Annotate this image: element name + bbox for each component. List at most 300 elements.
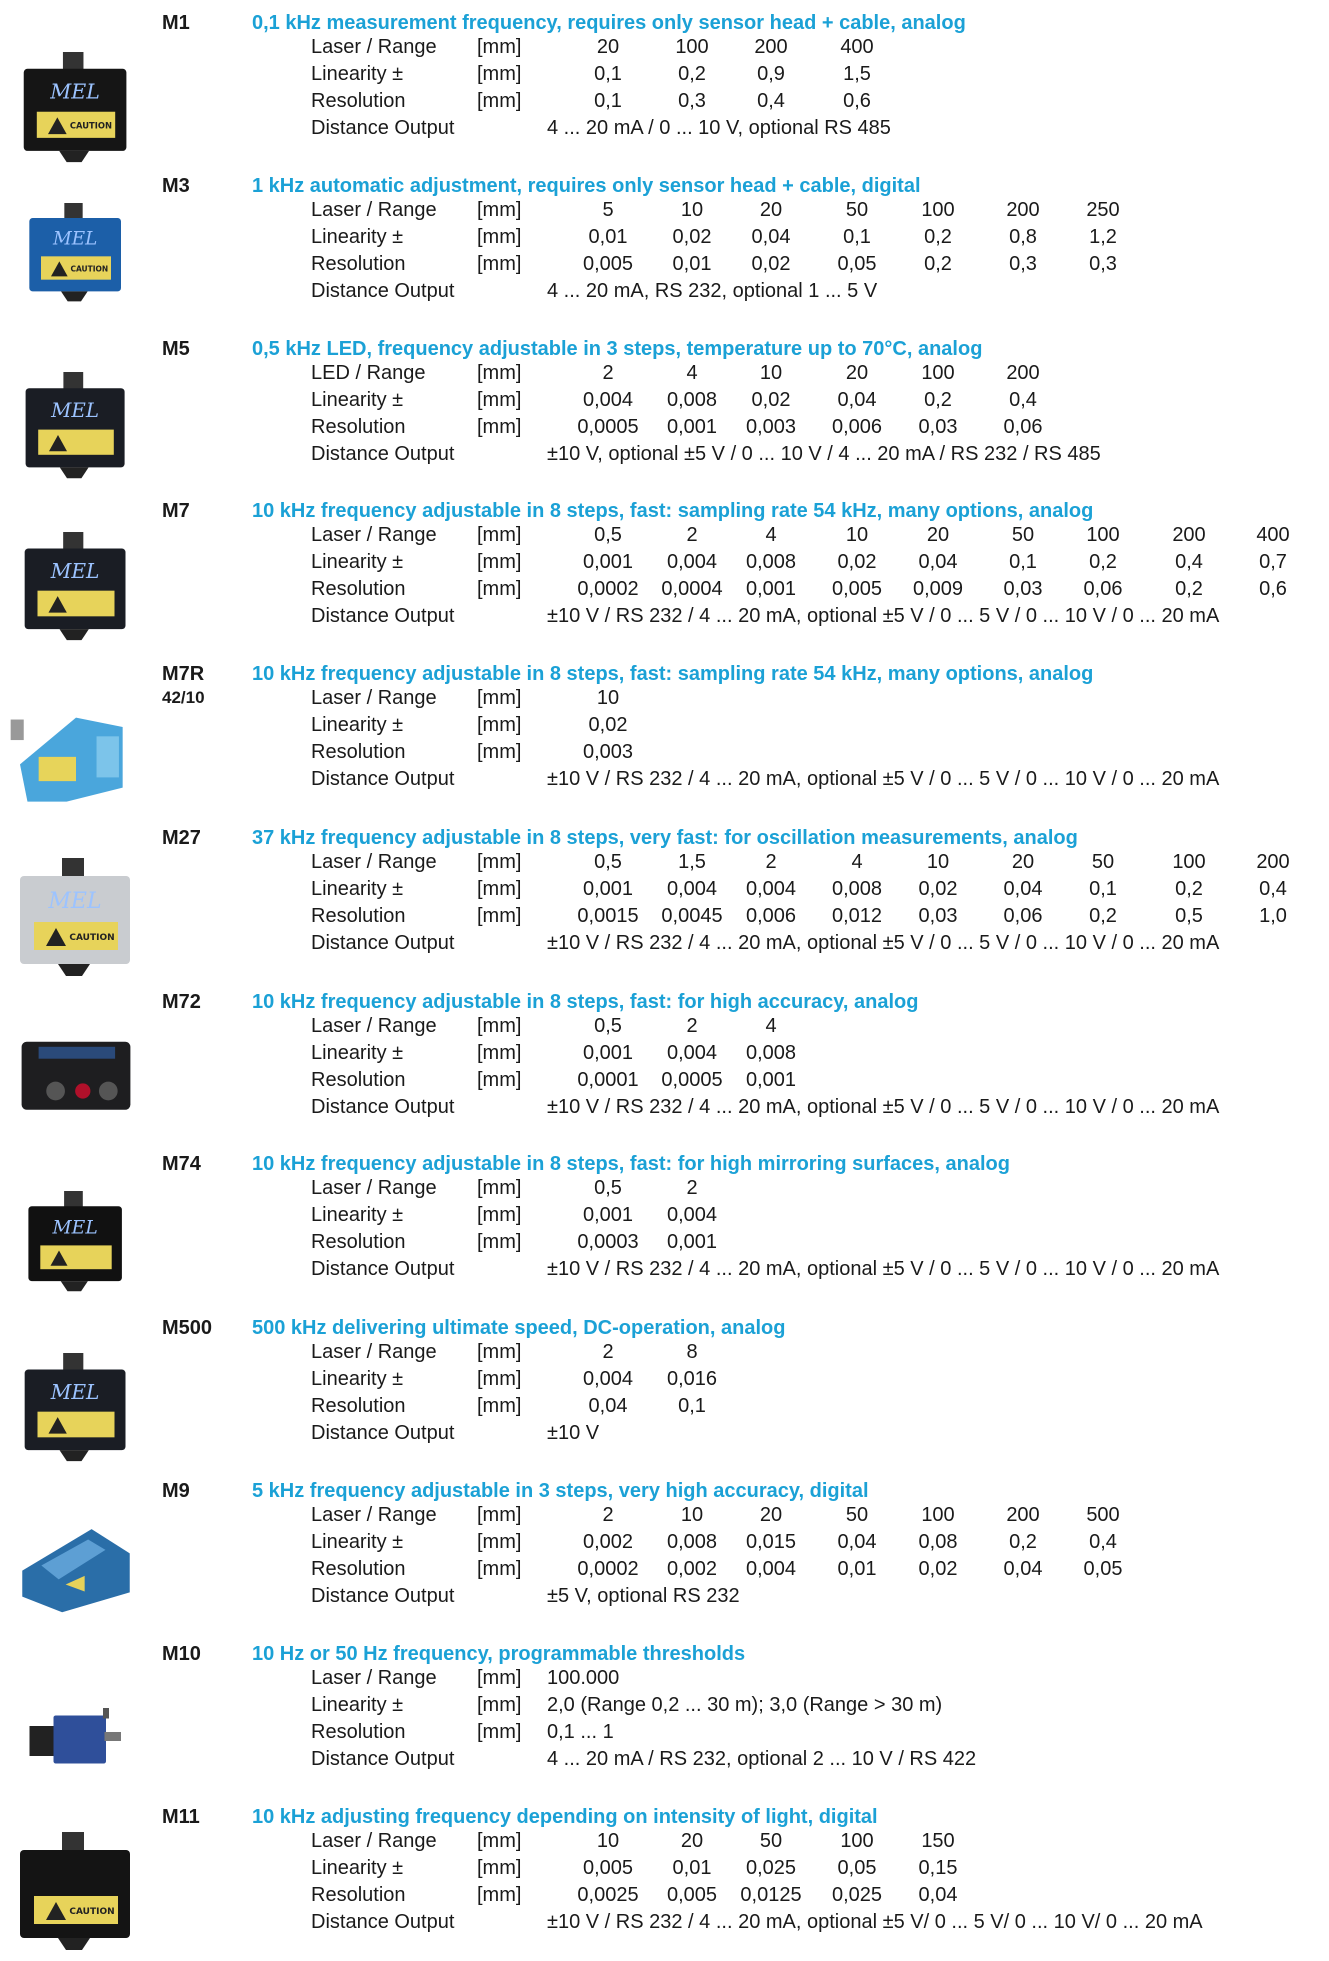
- unit-label: [mm]: [477, 1694, 522, 1716]
- output-value: ±10 V / RS 232 / 4 ... 20 mA, optional ±5 V / 0 ... 5 V / 0 ... 10 V / 0 ... 20 mA: [547, 1096, 1220, 1118]
- resolution-value: 0,0002: [577, 578, 639, 600]
- resolution-label: Resolution: [311, 1395, 406, 1417]
- range-value: 20: [759, 1504, 783, 1526]
- range-value: 2: [602, 1504, 614, 1526]
- output-row: [0, 280, 1329, 307]
- linearity-row: [0, 1368, 1329, 1395]
- output-value: ±10 V / RS 232 / 4 ... 20 mA, optional ±5 V / 0 ... 5 V / 0 ... 10 V / 0 ... 20 mA: [547, 1258, 1220, 1280]
- unit-label: [mm]: [477, 551, 522, 573]
- resolution-value: 0,0002: [577, 1558, 639, 1580]
- range-value: 10: [759, 362, 783, 384]
- resolution-value: 0,0003: [577, 1231, 639, 1253]
- output-row: [0, 1911, 1329, 1938]
- resolution-value: 0,3: [1009, 253, 1037, 275]
- linearity-label: Linearity ±: [311, 551, 404, 573]
- range-value: 8: [686, 1341, 698, 1363]
- range-value: 10: [845, 524, 869, 546]
- resolution-value: 0,005: [582, 253, 634, 275]
- unit-label: [mm]: [477, 878, 522, 900]
- linearity-value: 0,4: [1009, 389, 1037, 411]
- sensor-headline: 10 kHz frequency adjustable in 8 steps, fast: for high accuracy, analog: [252, 991, 919, 1013]
- resolution-value: 0,002: [666, 1558, 718, 1580]
- linearity-value: 0,008: [666, 389, 718, 411]
- range-value: 500: [1086, 1504, 1120, 1526]
- range-value: 50: [1011, 524, 1035, 546]
- sensor-headline: 10 kHz frequency adjustable in 8 steps, fast: sampling rate 54 kHz, many options, analog: [252, 663, 1094, 685]
- linearity-value: 0,016: [666, 1368, 718, 1390]
- svg-text:MEL: MEL: [50, 1379, 100, 1404]
- linearity-label: Linearity ±: [311, 63, 404, 85]
- output-value: 4 ... 20 mA / 0 ... 10 V, optional RS 485: [547, 117, 891, 139]
- range-value: 2: [686, 1015, 698, 1037]
- range-value: 100: [921, 199, 955, 221]
- model-code: M3: [162, 175, 190, 197]
- linearity-value: 0,9: [757, 63, 785, 85]
- linearity-value: 0,004: [666, 1042, 718, 1064]
- svg-text:CAUTION: CAUTION: [69, 1907, 115, 1917]
- linearity-row: [0, 1531, 1329, 1558]
- model-code: M10: [162, 1643, 201, 1665]
- linearity-label: Linearity ±: [311, 1694, 404, 1716]
- resolution-row: [0, 90, 1329, 117]
- resolution-value: 0,1 ... 1: [547, 1721, 614, 1743]
- model-code: M7R: [162, 663, 205, 685]
- resolution-row: [0, 905, 1329, 932]
- range-value: 20: [926, 524, 950, 546]
- unit-label: [mm]: [477, 905, 522, 927]
- linearity-value: 0,001: [582, 1204, 634, 1226]
- linearity-value: 0,008: [745, 551, 797, 573]
- linearity-value: 0,1: [1089, 878, 1117, 900]
- linearity-label: Linearity ±: [311, 1042, 404, 1064]
- unit-label: [mm]: [477, 741, 522, 763]
- unit-label: [mm]: [477, 90, 522, 112]
- output-value: ±10 V, optional ±5 V / 0 ... 10 V / 4 ... 20 mA / RS 232 / RS 485: [547, 443, 1101, 465]
- range-value: 0,5: [594, 1015, 622, 1037]
- range-value: 2: [602, 1341, 614, 1363]
- output-value: ±10 V / RS 232 / 4 ... 20 mA, optional ±5 V / 0 ... 5 V / 0 ... 10 V / 0 ... 20 mA: [547, 932, 1220, 954]
- range-value: 20: [759, 199, 783, 221]
- linearity-value: 0,4: [1175, 551, 1203, 573]
- resolution-value: 0,04: [588, 1395, 628, 1417]
- linearity-value: 0,015: [745, 1531, 797, 1553]
- range-value: 150: [921, 1830, 955, 1852]
- resolution-value: 0,03: [1003, 578, 1043, 600]
- linearity-value: 0,1: [843, 226, 871, 248]
- svg-text:MEL: MEL: [50, 79, 100, 104]
- unit-label: [mm]: [477, 1504, 522, 1526]
- linearity-row: [0, 551, 1329, 578]
- linearity-value: 0,008: [745, 1042, 797, 1064]
- range-value: 200: [1006, 362, 1040, 384]
- linearity-value: 0,008: [666, 1531, 718, 1553]
- linearity-value: 0,15: [918, 1857, 958, 1879]
- linearity-value: 0,4: [1259, 878, 1287, 900]
- resolution-value: 0,0005: [577, 416, 639, 438]
- model-code: M9: [162, 1480, 190, 1502]
- output-row: [0, 932, 1329, 959]
- linearity-value: 1,5: [843, 63, 871, 85]
- resolution-value: 0,0005: [661, 1069, 723, 1091]
- resolution-value: 0,6: [1259, 578, 1287, 600]
- unit-label: [mm]: [477, 1531, 522, 1553]
- linearity-value: 0,025: [745, 1857, 797, 1879]
- range-value: 2: [686, 1177, 698, 1199]
- linearity-value: 0,4: [1089, 1531, 1117, 1553]
- output-row: [0, 1748, 1329, 1775]
- output-label: Distance Output: [311, 117, 455, 139]
- sensor-headline: 0,1 kHz measurement frequency, requires only sensor head + cable, analog: [252, 12, 966, 34]
- resolution-value: 0,0001: [577, 1069, 639, 1091]
- resolution-label: Resolution: [311, 741, 406, 763]
- range-value: 2: [686, 524, 698, 546]
- linearity-value: 0,001: [582, 1042, 634, 1064]
- resolution-label: Resolution: [311, 1884, 406, 1906]
- unit-label: [mm]: [477, 524, 522, 546]
- resolution-value: 0,001: [745, 578, 797, 600]
- resolution-value: 0,012: [831, 905, 883, 927]
- resolution-row: [0, 1721, 1329, 1748]
- linearity-value: 0,008: [831, 878, 883, 900]
- range-value: 4: [765, 524, 777, 546]
- unit-label: [mm]: [477, 1368, 522, 1390]
- resolution-row: [0, 1558, 1329, 1585]
- resolution-row: [0, 1884, 1329, 1911]
- range-value: 50: [845, 1504, 869, 1526]
- output-value: ±10 V / RS 232 / 4 ... 20 mA, optional ±5 V/ 0 ... 5 V/ 0 ... 10 V/ 0 ... 20 mA: [547, 1911, 1203, 1933]
- svg-text:MEL: MEL: [52, 1217, 98, 1239]
- linearity-value: 2,0 (Range 0,2 ... 30 m); 3,0 (Range > 30 m): [547, 1694, 943, 1716]
- linearity-value: 0,02: [672, 226, 712, 248]
- linearity-value: 0,2: [1089, 551, 1117, 573]
- linearity-value: 0,7: [1259, 551, 1287, 573]
- resolution-label: Resolution: [311, 90, 406, 112]
- svg-text:MEL: MEL: [53, 228, 98, 250]
- linearity-row: [0, 226, 1329, 253]
- range-label: LED / Range: [311, 362, 426, 384]
- range-value: 50: [1091, 851, 1115, 873]
- range-value: 20: [1011, 851, 1035, 873]
- model-code: M72: [162, 991, 201, 1013]
- resolution-row: [0, 253, 1329, 280]
- range-row: [0, 524, 1329, 551]
- range-row: [0, 1341, 1329, 1368]
- unit-label: [mm]: [477, 714, 522, 736]
- resolution-row: [0, 1231, 1329, 1258]
- unit-label: [mm]: [477, 199, 522, 221]
- unit-label: [mm]: [477, 1884, 522, 1906]
- range-row: [0, 687, 1329, 714]
- resolution-value: 0,005: [666, 1884, 718, 1906]
- unit-label: [mm]: [477, 687, 522, 709]
- range-value: 100: [840, 1830, 874, 1852]
- range-value: 10: [680, 1504, 704, 1526]
- range-value: 200: [1172, 524, 1206, 546]
- linearity-value: 0,02: [588, 714, 628, 736]
- linearity-value: 0,1: [1009, 551, 1037, 573]
- resolution-value: 0,0125: [740, 1884, 802, 1906]
- output-label: Distance Output: [311, 280, 455, 302]
- range-value: 100: [1172, 851, 1206, 873]
- linearity-row: [0, 389, 1329, 416]
- linearity-row: [0, 1857, 1329, 1884]
- output-value: ±10 V / RS 232 / 4 ... 20 mA, optional ±5 V / 0 ... 5 V / 0 ... 10 V / 0 ... 20 mA: [547, 768, 1220, 790]
- resolution-value: 0,3: [1089, 253, 1117, 275]
- unit-label: [mm]: [477, 1042, 522, 1064]
- model-code: M11: [162, 1806, 200, 1828]
- sensor-headline: 10 kHz adjusting frequency depending on intensity of light, digital: [252, 1806, 878, 1828]
- output-row: [0, 443, 1329, 470]
- unit-label: [mm]: [477, 1231, 522, 1253]
- model-code: M5: [162, 338, 190, 360]
- resolution-value: 0,005: [831, 578, 883, 600]
- linearity-value: 0,001: [582, 878, 634, 900]
- sensor-headline: 500 kHz delivering ultimate speed, DC-operation, analog: [252, 1317, 786, 1339]
- linearity-label: Linearity ±: [311, 878, 404, 900]
- unit-label: [mm]: [477, 1015, 522, 1037]
- range-label: Laser / Range: [311, 199, 437, 221]
- resolution-value: 0,03: [918, 416, 958, 438]
- linearity-value: 1,2: [1089, 226, 1117, 248]
- linearity-value: 0,004: [666, 878, 718, 900]
- range-value: 100.000: [547, 1667, 620, 1689]
- output-row: [0, 768, 1329, 795]
- range-value: 0,5: [594, 524, 622, 546]
- output-label: Distance Output: [311, 1096, 455, 1118]
- range-label: Laser / Range: [311, 1177, 437, 1199]
- output-label: Distance Output: [311, 932, 455, 954]
- unit-label: [mm]: [477, 1830, 522, 1852]
- output-value: ±10 V: [547, 1422, 600, 1444]
- linearity-label: Linearity ±: [311, 1857, 404, 1879]
- output-value: ±5 V, optional RS 232: [547, 1585, 740, 1607]
- output-row: [0, 1096, 1329, 1123]
- range-row: [0, 1015, 1329, 1042]
- linearity-label: Linearity ±: [311, 226, 404, 248]
- range-value: 10: [680, 199, 704, 221]
- linearity-row: [0, 1204, 1329, 1231]
- linearity-value: 0,05: [837, 1857, 877, 1879]
- range-label: Laser / Range: [311, 1830, 437, 1852]
- output-value: 4 ... 20 mA, RS 232, optional 1 ... 5 V: [547, 280, 878, 302]
- linearity-value: 0,2: [924, 389, 952, 411]
- unit-label: [mm]: [477, 1069, 522, 1091]
- output-value: 4 ... 20 mA / RS 232, optional 2 ... 10 V / RS 422: [547, 1748, 977, 1770]
- range-value: 50: [845, 199, 869, 221]
- sensor-headline: 37 kHz frequency adjustable in 8 steps, very fast: for oscillation measurements, analog: [252, 827, 1078, 849]
- output-row: [0, 117, 1329, 144]
- resolution-value: 0,05: [1083, 1558, 1123, 1580]
- range-label: Laser / Range: [311, 1341, 437, 1363]
- range-value: 200: [1256, 851, 1290, 873]
- range-value: 5: [602, 199, 614, 221]
- linearity-value: 0,1: [594, 63, 622, 85]
- unit-label: [mm]: [477, 1204, 522, 1226]
- resolution-value: 0,01: [837, 1558, 877, 1580]
- linearity-row: [0, 1042, 1329, 1069]
- model-code: M1: [162, 12, 190, 34]
- unit-label: [mm]: [477, 851, 522, 873]
- resolution-value: 0,6: [843, 90, 871, 112]
- range-label: Laser / Range: [311, 1015, 437, 1037]
- resolution-label: Resolution: [311, 1558, 406, 1580]
- unit-label: [mm]: [477, 253, 522, 275]
- linearity-row: [0, 63, 1329, 90]
- svg-text:MEL: MEL: [50, 558, 100, 583]
- output-label: Distance Output: [311, 1585, 455, 1607]
- resolution-value: 0,02: [751, 253, 791, 275]
- unit-label: [mm]: [477, 1558, 522, 1580]
- resolution-value: 0,001: [666, 416, 718, 438]
- linearity-value: 0,04: [1003, 878, 1043, 900]
- resolution-value: 0,4: [757, 90, 785, 112]
- output-row: [0, 1258, 1329, 1285]
- resolution-row: [0, 741, 1329, 768]
- sensor-headline: 1 kHz automatic adjustment, requires only sensor head + cable, digital: [252, 175, 921, 197]
- model-code: M74: [162, 1153, 201, 1175]
- range-value: 4: [765, 1015, 777, 1037]
- unit-label: [mm]: [477, 416, 522, 438]
- linearity-value: 0,02: [918, 878, 958, 900]
- resolution-row: [0, 1395, 1329, 1422]
- resolution-row: [0, 416, 1329, 443]
- svg-text:MEL: MEL: [48, 889, 102, 914]
- sensor-headline: 10 kHz frequency adjustable in 8 steps, fast: for high mirroring surfaces, analog: [252, 1153, 1010, 1175]
- resolution-value: 0,0004: [661, 578, 723, 600]
- range-value: 4: [686, 362, 698, 384]
- resolution-value: 0,003: [745, 416, 797, 438]
- model-code: M27: [162, 827, 201, 849]
- linearity-value: 0,2: [1175, 878, 1203, 900]
- resolution-value: 0,02: [918, 1558, 958, 1580]
- resolution-value: 0,05: [837, 253, 877, 275]
- output-label: Distance Output: [311, 1422, 455, 1444]
- unit-label: [mm]: [477, 1721, 522, 1743]
- resolution-value: 0,003: [582, 741, 634, 763]
- unit-label: [mm]: [477, 362, 522, 384]
- linearity-value: 0,01: [672, 1857, 712, 1879]
- unit-label: [mm]: [477, 1857, 522, 1879]
- range-label: Laser / Range: [311, 687, 437, 709]
- resolution-value: 0,0025: [577, 1884, 639, 1906]
- range-row: [0, 851, 1329, 878]
- linearity-value: 0,04: [918, 551, 958, 573]
- output-label: Distance Output: [311, 768, 455, 790]
- linearity-value: 0,02: [751, 389, 791, 411]
- range-label: Laser / Range: [311, 1667, 437, 1689]
- resolution-value: 0,1: [594, 90, 622, 112]
- linearity-value: 0,04: [837, 1531, 877, 1553]
- unit-label: [mm]: [477, 63, 522, 85]
- range-row: [0, 36, 1329, 63]
- resolution-label: Resolution: [311, 416, 406, 438]
- svg-text:CAUTION: CAUTION: [69, 933, 115, 943]
- resolution-value: 0,3: [678, 90, 706, 112]
- output-row: [0, 605, 1329, 632]
- linearity-value: 0,04: [837, 389, 877, 411]
- range-row: [0, 1177, 1329, 1204]
- range-value: 400: [1256, 524, 1290, 546]
- resolution-value: 0,03: [918, 905, 958, 927]
- resolution-value: 0,001: [745, 1069, 797, 1091]
- output-label: Distance Output: [311, 443, 455, 465]
- range-value: 100: [1086, 524, 1120, 546]
- svg-text:CAUTION: CAUTION: [70, 264, 109, 274]
- range-value: 250: [1086, 199, 1120, 221]
- sensor-headline: 10 Hz or 50 Hz frequency, programmable thresholds: [252, 1643, 746, 1665]
- sensor-headline: 10 kHz frequency adjustable in 8 steps, fast: sampling rate 54 kHz, many options, analog: [252, 500, 1094, 522]
- resolution-label: Resolution: [311, 905, 406, 927]
- linearity-label: Linearity ±: [311, 1368, 404, 1390]
- output-label: Distance Output: [311, 605, 455, 627]
- range-value: 0,5: [594, 1177, 622, 1199]
- range-value: 4: [851, 851, 863, 873]
- linearity-value: 0,02: [837, 551, 877, 573]
- linearity-value: 0,004: [666, 551, 718, 573]
- range-value: 100: [675, 36, 709, 58]
- output-value: ±10 V / RS 232 / 4 ... 20 mA, optional ±5 V / 0 ... 5 V / 0 ... 10 V / 0 ... 20 mA: [547, 605, 1220, 627]
- resolution-value: 0,1: [678, 1395, 706, 1417]
- output-label: Distance Output: [311, 1748, 455, 1770]
- linearity-label: Linearity ±: [311, 1204, 404, 1226]
- unit-label: [mm]: [477, 578, 522, 600]
- unit-label: [mm]: [477, 36, 522, 58]
- resolution-label: Resolution: [311, 578, 406, 600]
- output-label: Distance Output: [311, 1258, 455, 1280]
- unit-label: [mm]: [477, 1395, 522, 1417]
- range-value: 1,5: [678, 851, 706, 873]
- resolution-row: [0, 578, 1329, 605]
- resolution-value: 0,025: [831, 1884, 883, 1906]
- linearity-value: 0,004: [582, 1368, 634, 1390]
- range-value: 20: [845, 362, 869, 384]
- range-row: [0, 362, 1329, 389]
- linearity-label: Linearity ±: [311, 714, 404, 736]
- model-code: M500: [162, 1317, 213, 1339]
- resolution-row: [0, 1069, 1329, 1096]
- model-subcode: 42/10: [162, 688, 205, 707]
- unit-label: [mm]: [477, 389, 522, 411]
- range-value: 200: [1006, 1504, 1040, 1526]
- resolution-value: 0,2: [1175, 578, 1203, 600]
- range-row: [0, 1667, 1329, 1694]
- range-label: Laser / Range: [311, 36, 437, 58]
- resolution-label: Resolution: [311, 1721, 406, 1743]
- resolution-value: 0,0045: [661, 905, 723, 927]
- range-row: [0, 1504, 1329, 1531]
- linearity-value: 0,01: [588, 226, 628, 248]
- range-value: 20: [680, 1830, 704, 1852]
- range-value: 10: [926, 851, 950, 873]
- range-value: 100: [921, 362, 955, 384]
- range-value: 0,5: [594, 851, 622, 873]
- linearity-value: 0,001: [582, 551, 634, 573]
- range-value: 2: [765, 851, 777, 873]
- resolution-label: Resolution: [311, 1069, 406, 1091]
- linearity-value: 0,08: [918, 1531, 958, 1553]
- unit-label: [mm]: [477, 1177, 522, 1199]
- output-row: [0, 1422, 1329, 1449]
- range-value: 2: [602, 362, 614, 384]
- range-value: 20: [596, 36, 620, 58]
- range-value: 200: [754, 36, 788, 58]
- linearity-value: 0,004: [666, 1204, 718, 1226]
- range-row: [0, 1830, 1329, 1857]
- svg-text:CAUTION: CAUTION: [69, 120, 113, 131]
- linearity-value: 0,2: [924, 226, 952, 248]
- linearity-label: Linearity ±: [311, 389, 404, 411]
- unit-label: [mm]: [477, 226, 522, 248]
